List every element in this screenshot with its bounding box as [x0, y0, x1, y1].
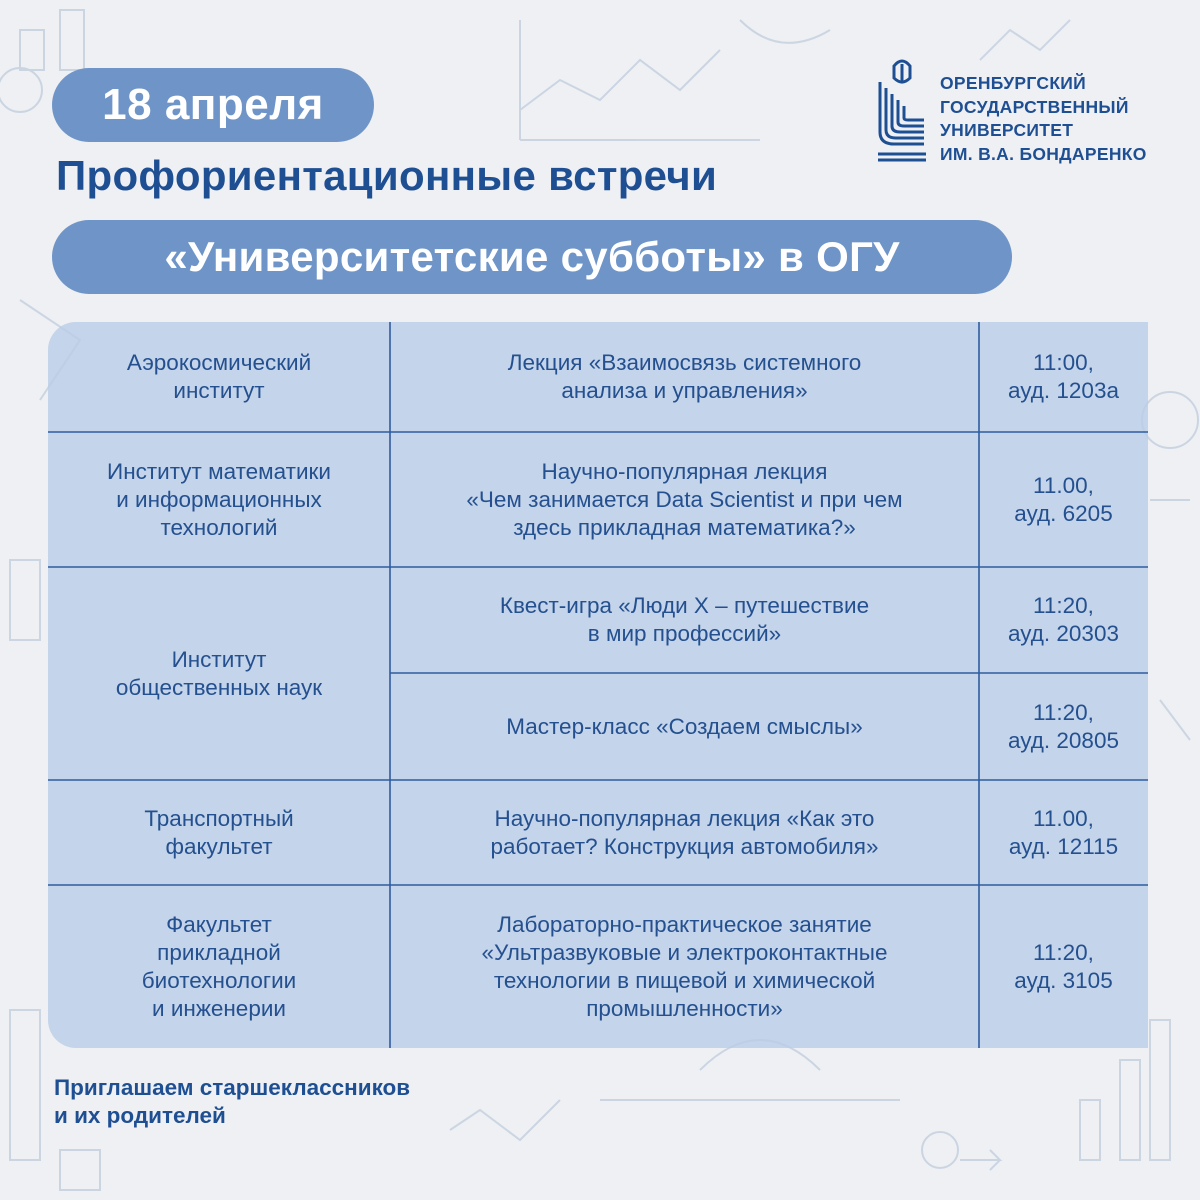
row-2-time: 11.00, ауд. 6205	[1014, 472, 1113, 526]
row-4-time: 11:20, ауд. 20805	[1008, 699, 1119, 753]
invitation-text: Приглашаем старшеклассников и их родителей	[54, 1075, 411, 1128]
row-5-event: Научно-популярная лекция «Как это работает? Конструкция автомобиля»	[490, 805, 879, 859]
row-6-event: Лабораторно-практическое занятие «Ультразвуковые и электроконтактные технологии в пищевой и химической промышленности»	[481, 911, 888, 1021]
date-badge: 18 апреля	[52, 68, 374, 142]
row-1-institute: Аэрокосмический институт	[126, 350, 312, 403]
university-logo	[872, 52, 1172, 172]
row-5-institute: Транспортный факультет	[144, 805, 294, 859]
row-5-time: 11.00, ауд. 12115	[1008, 805, 1119, 859]
row-6-institute: Факультет прикладной биотехнологии и инженерии	[141, 911, 297, 1021]
row-1-time: 11:00, ауд. 1203а	[1008, 350, 1119, 403]
row-3-time: 11:20, ауд. 20303	[1008, 593, 1119, 646]
osu-logo-icon	[872, 52, 932, 168]
row-2-event: Научно-популярная лекция «Чем занимается Data Scientist и при чем здесь прикладная математика?»	[466, 458, 903, 540]
page-title: Профориентационные встречи	[56, 152, 718, 199]
schedule-table	[48, 322, 1148, 1048]
page-subtitle: «Университетские субботы» в ОГУ	[52, 220, 1012, 294]
university-name: ОРЕНБУРГСКИЙ ГОСУДАРСТВЕННЫЙ УНИВЕРСИТЕТ ИМ. В.А. БОНДАРЕНКО	[940, 73, 1147, 164]
row-6-time: 11:20, ауд. 3105	[1014, 939, 1113, 993]
row-2-institute: Институт математики и информационных технологий	[107, 458, 331, 540]
row-3-institute: Институт общественных наук	[115, 646, 323, 700]
row-4-event: Мастер-класс «Создаем смыслы»	[506, 713, 863, 739]
row-1-event: Лекция «Взаимосвязь системного анализа и управления»	[507, 350, 862, 403]
row-3-event: Квест-игра «Люди Х – путешествие в мир профессий»	[499, 593, 870, 646]
